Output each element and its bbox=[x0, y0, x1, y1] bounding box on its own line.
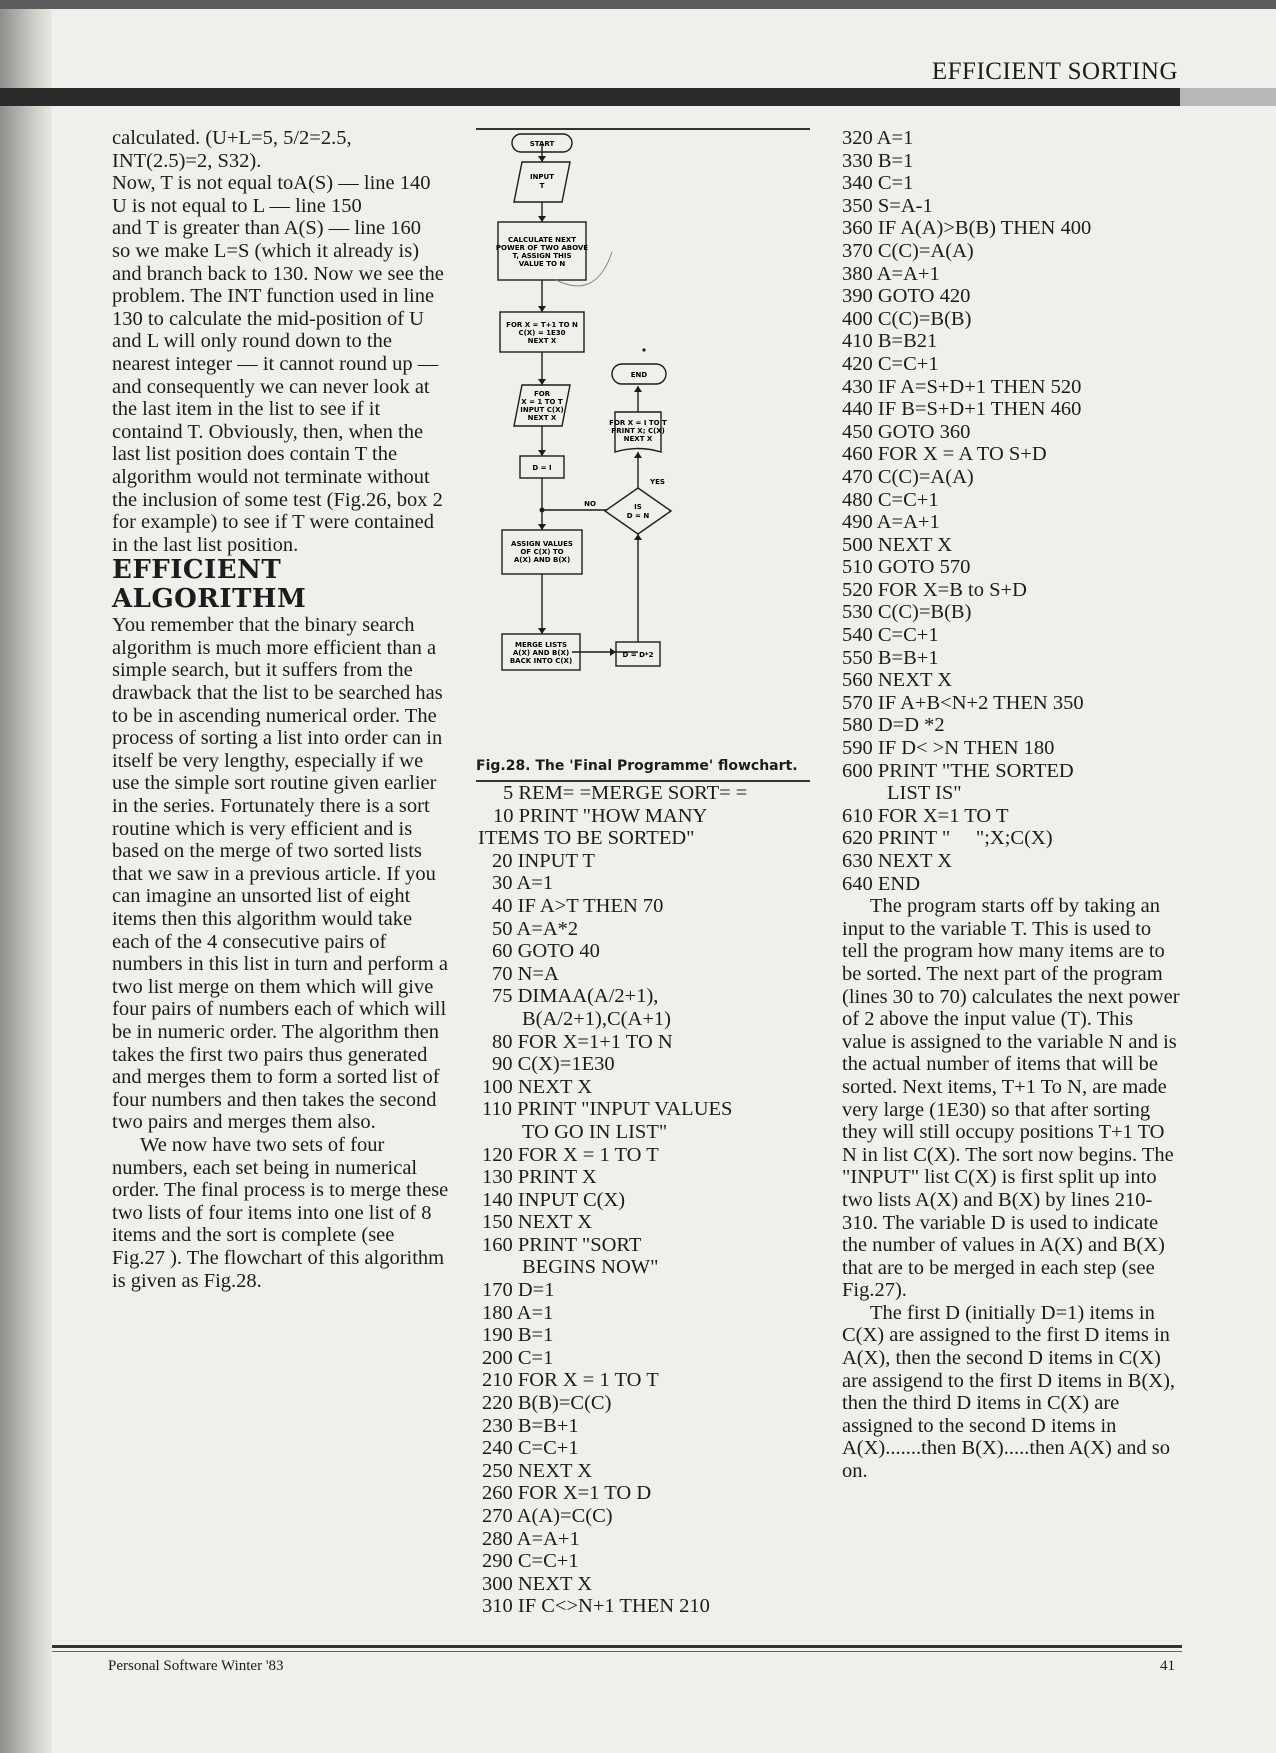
code-line: 560 NEXT X bbox=[842, 669, 953, 692]
code-line: 400 C(C)=B(B) bbox=[842, 307, 972, 330]
code-line: 90 C(X)=1E30 bbox=[492, 1053, 615, 1076]
code-line: BEGINS NOW" bbox=[522, 1256, 659, 1279]
code-line: 380 A=A+1 bbox=[842, 262, 940, 285]
code-line: 570 IF A+B<N+2 THEN 350 bbox=[842, 691, 1084, 714]
code-line: 260 FOR X=1 TO D bbox=[482, 1482, 652, 1505]
flow-assign-label-2: OF C(X) TO bbox=[520, 548, 564, 556]
code-line: 190 B=1 bbox=[482, 1324, 554, 1347]
code-line: 370 C(C)=A(A) bbox=[842, 239, 974, 262]
flow-for2-label-3: INPUT C(X) bbox=[520, 406, 564, 414]
code-line: 390 GOTO 420 bbox=[842, 285, 971, 308]
flow-calc-label-1: CALCULATE NEXT bbox=[508, 236, 576, 244]
code-line: 350 S=A-1 bbox=[842, 194, 933, 217]
code-line: 30 A=1 bbox=[492, 872, 554, 895]
code-line: 230 B=B+1 bbox=[482, 1414, 579, 1437]
header-rule-end bbox=[1180, 88, 1276, 106]
code-line: 520 FOR X=B to S+D bbox=[842, 578, 1027, 601]
paragraph: You remember that the binary search algorithm is much more efficient than a simple search, but it suffers from the drawback that the list to be searched has to be in ascending numerical order. The process of sorting a list into order can in itself be very lengthy, especially if we use the simple sort routine given earlier in the series. Fortunately there is a sort routine which is very efficient and is based on the merge of two sorted lists that we saw in a previous article. If you can imagine an unsorted list of eight items then this algorithm would take each of the 4 consecutive pairs of numbers in this list in turn and perform a two list merge on them which will give four pairs of numbers each of which will be in numeric order. The algorithm then takes the first two pairs thus generated and merges them to form a sorted list of four numbers and then takes the second two pairs and merges them also. bbox=[112, 614, 448, 1134]
paragraph: Now, T is not equal toA(S) — line 140 bbox=[112, 172, 431, 195]
flow-merge-label-3: BACK INTO C(X) bbox=[509, 657, 573, 665]
code-line: 320 A=1 bbox=[842, 127, 914, 149]
code-line: 50 A=A*2 bbox=[492, 917, 579, 940]
flow-for1-label-3: NEXT X bbox=[527, 337, 557, 345]
code-line: 340 C=1 bbox=[842, 172, 914, 195]
paragraph: The program starts off by taking an input to the variable T. This is used to tell the program how many items are to be sorted. The next part of the program (lines 30 to 70) calculates the next power of 2 above the input value (T). This value is assigned to the variable N and is the actual number of items that will be sorted. Next items, T+1 To N, are made very large (1E30) so that after sorting they will still occupy positions T+1 TO N in list C(X). The sort now begins. The "INPUT" list C(X) is first split up into two lists A(X) and B(X) by lines 210-310. The variable D is used to indicate the number of values in A(X) and B(X) that are to be merged in each step (see Fig.27). bbox=[842, 895, 1180, 1302]
flow-yes-label: YES bbox=[650, 478, 665, 486]
flow-for2-label-1: FOR bbox=[533, 390, 551, 398]
footer-rule bbox=[52, 1645, 1182, 1648]
code-line: 440 IF B=S+D+1 THEN 460 bbox=[842, 398, 1082, 421]
flow-merge-label-2: A(X) AND B(X) bbox=[512, 649, 570, 657]
code-line: 550 B=B+1 bbox=[842, 646, 939, 669]
code-line: 630 NEXT X bbox=[842, 850, 953, 872]
right-column bbox=[842, 127, 1182, 1483]
flow-input-label-2: T bbox=[539, 182, 545, 190]
flow-assign-label-3: A(X) AND B(X) bbox=[513, 556, 571, 564]
code-line: 530 C(C)=B(B) bbox=[842, 601, 972, 624]
code-line: 5 REM= =MERGE SORT= = bbox=[503, 782, 748, 804]
code-line: 310 IF C<>N+1 THEN 210 bbox=[482, 1595, 710, 1618]
section-heading-line2: ALGORITHM bbox=[112, 584, 307, 615]
flow-no-label: NO bbox=[584, 500, 596, 508]
code-line: TO GO IN LIST" bbox=[522, 1120, 668, 1143]
flow-for2-label-4: NEXT X bbox=[527, 414, 557, 422]
code-line: 590 IF D< >N THEN 180 bbox=[842, 737, 1055, 760]
code-line: 540 C=C+1 bbox=[842, 624, 939, 647]
flow-end-label: END bbox=[630, 371, 648, 379]
code-line: 490 A=A+1 bbox=[842, 511, 940, 534]
code-line: 140 INPUT C(X) bbox=[482, 1188, 626, 1211]
flow-input-label-1: INPUT bbox=[529, 173, 555, 181]
code-line: 160 PRINT "SORT bbox=[482, 1233, 642, 1256]
mid-code-listing bbox=[478, 782, 818, 1618]
section-heading-line1: EFFICIENT bbox=[112, 555, 282, 586]
top-bar bbox=[0, 0, 1276, 9]
paragraph: U is not equal to L — line 150 bbox=[112, 194, 362, 217]
code-line: 500 NEXT X bbox=[842, 533, 953, 556]
flow-decision-label-1: IS bbox=[634, 503, 642, 511]
footer-publication: Personal Software Winter '83 bbox=[108, 1658, 284, 1674]
code-line: 280 A=A+1 bbox=[482, 1527, 580, 1550]
page-number: 41 bbox=[1160, 1658, 1175, 1674]
code-line: 170 D=1 bbox=[482, 1279, 555, 1302]
code-line: 200 C=1 bbox=[482, 1346, 554, 1369]
paragraph: and T is greater than A(S) — line 160 bbox=[112, 217, 421, 240]
code-line: 220 B(B)=C(C) bbox=[482, 1392, 612, 1415]
code-line: 120 FOR X = 1 TO T bbox=[482, 1143, 659, 1166]
flow-for1-label-1: FOR X = T+1 TO N bbox=[506, 321, 578, 329]
paragraph: so we make L=S (which it already is) and branch back to 130. Now we see the problem. The INT function used in line 130 to calculate the mid-position of U and L will only round down to the nearest integer — it cannot round up — and consequently we can never look at the last item in the list to see if it containd T. Obviously, then, when the last list position does contain T the algorithm would not terminate without the inclusion of some test (Fig.26, box 2 for example) to see if T were contained in the last list position. bbox=[112, 239, 444, 556]
code-line: 330 B=1 bbox=[842, 149, 914, 172]
code-line: 110 PRINT "INPUT VALUES bbox=[482, 1098, 733, 1121]
flow-print-label-1: FOR X = I TO T bbox=[609, 419, 667, 427]
code-line: 290 C=C+1 bbox=[482, 1550, 579, 1573]
running-header: EFFICIENT SORTING bbox=[931, 58, 1178, 85]
flowchart-figure bbox=[478, 132, 808, 758]
paragraph: calculated. (U+L=5, 5/2=2.5, INT(2.5)=2, S32). bbox=[112, 127, 352, 172]
paragraph: We now have two sets of four numbers, each set being in numerical order. The final process is to merge these two lists of four items into one list of 8 items and the sort is complete (see Fig.27 ). The flowchart of this algorithm is given as Fig.28. bbox=[112, 1133, 449, 1292]
code-line: 100 NEXT X bbox=[482, 1075, 593, 1098]
code-line: 70 N=A bbox=[492, 962, 559, 985]
code-line: 510 GOTO 570 bbox=[842, 556, 971, 579]
code-line: 640 END bbox=[842, 872, 921, 895]
code-line: 450 GOTO 360 bbox=[842, 420, 971, 443]
header-rule bbox=[0, 88, 1180, 106]
footer-rule-thin bbox=[52, 1651, 1182, 1652]
code-line: 80 FOR X=1+1 TO N bbox=[492, 1030, 673, 1053]
code-line: 240 C=C+1 bbox=[482, 1437, 579, 1460]
code-line: 250 NEXT X bbox=[482, 1459, 593, 1482]
code-line: 460 FOR X = A TO S+D bbox=[842, 443, 1047, 466]
code-line: ITEMS TO BE SORTED" bbox=[478, 827, 695, 850]
code-line: 360 IF A(A)>B(B) THEN 400 bbox=[842, 217, 1092, 240]
code-line: 410 B=B21 bbox=[842, 330, 938, 353]
code-line: 480 C=C+1 bbox=[842, 488, 939, 511]
figure-top-rule bbox=[476, 128, 810, 130]
flow-start-label: START bbox=[529, 140, 555, 148]
code-line: 180 A=1 bbox=[482, 1301, 554, 1324]
code-line: 75 DIMAA(A/2+1), bbox=[492, 985, 659, 1008]
flow-calc-label-4: VALUE TO N bbox=[518, 260, 566, 268]
code-line: 470 C(C)=A(A) bbox=[842, 465, 974, 488]
code-line: 420 C=C+1 bbox=[842, 352, 939, 375]
flow-calc-label-2: POWER OF TWO ABOVE bbox=[495, 244, 589, 252]
code-line: 40 IF A>T THEN 70 bbox=[492, 894, 664, 917]
code-line: 620 PRINT " ";X;C(X) bbox=[842, 827, 1053, 850]
flow-for2-label-2: X = 1 TO T bbox=[521, 398, 563, 406]
flow-ddouble-label: D = D*2 bbox=[622, 651, 654, 659]
code-line: LIST IS" bbox=[887, 782, 962, 805]
page-gutter-shadow bbox=[0, 0, 52, 1753]
flow-print-label-2: PRINT X; C(X) bbox=[611, 427, 665, 435]
flow-print-label-3: NEXT X bbox=[623, 435, 653, 443]
code-line: 430 IF A=S+D+1 THEN 520 bbox=[842, 375, 1082, 398]
flow-d1-label: D = I bbox=[532, 464, 552, 472]
code-line: B(A/2+1),C(A+1) bbox=[522, 1007, 671, 1030]
flow-calc-label-3: T, ASSIGN THIS bbox=[512, 252, 572, 260]
flow-decision-label-2: D = N bbox=[626, 512, 650, 520]
flow-merge-label-1: MERGE LISTS bbox=[514, 641, 568, 649]
code-line: 20 INPUT T bbox=[492, 849, 595, 872]
code-line: 600 PRINT "THE SORTED bbox=[842, 759, 1074, 782]
code-line: 610 FOR X=1 TO T bbox=[842, 804, 1009, 827]
code-line: 300 NEXT X bbox=[482, 1572, 593, 1595]
code-line: 10 PRINT "HOW MANY bbox=[493, 804, 708, 827]
figure-caption: Fig.28. The 'Final Programme' flowchart. bbox=[476, 758, 798, 774]
code-line: 210 FOR X = 1 TO T bbox=[482, 1369, 659, 1392]
left-column bbox=[112, 127, 452, 1292]
code-line: 150 NEXT X bbox=[482, 1211, 593, 1234]
code-line: 580 D=D *2 bbox=[842, 714, 945, 737]
flow-assign-label-1: ASSIGN VALUES bbox=[511, 540, 573, 548]
paragraph: The first D (initially D=1) items in C(X) are assigned to the first D items in A(X), then the second D items in C(X) are assigend to the first D items in B(X), then the third D items in C(X) are assigned to the second D items in A(X).......then B(X).....then A(X) and so on. bbox=[842, 1301, 1176, 1483]
code-line: 270 A(A)=C(C) bbox=[482, 1505, 613, 1527]
flow-for1-label-2: C(X) = 1E30 bbox=[518, 329, 566, 337]
code-line: 60 GOTO 40 bbox=[492, 940, 600, 963]
code-line: 130 PRINT X bbox=[482, 1166, 597, 1189]
